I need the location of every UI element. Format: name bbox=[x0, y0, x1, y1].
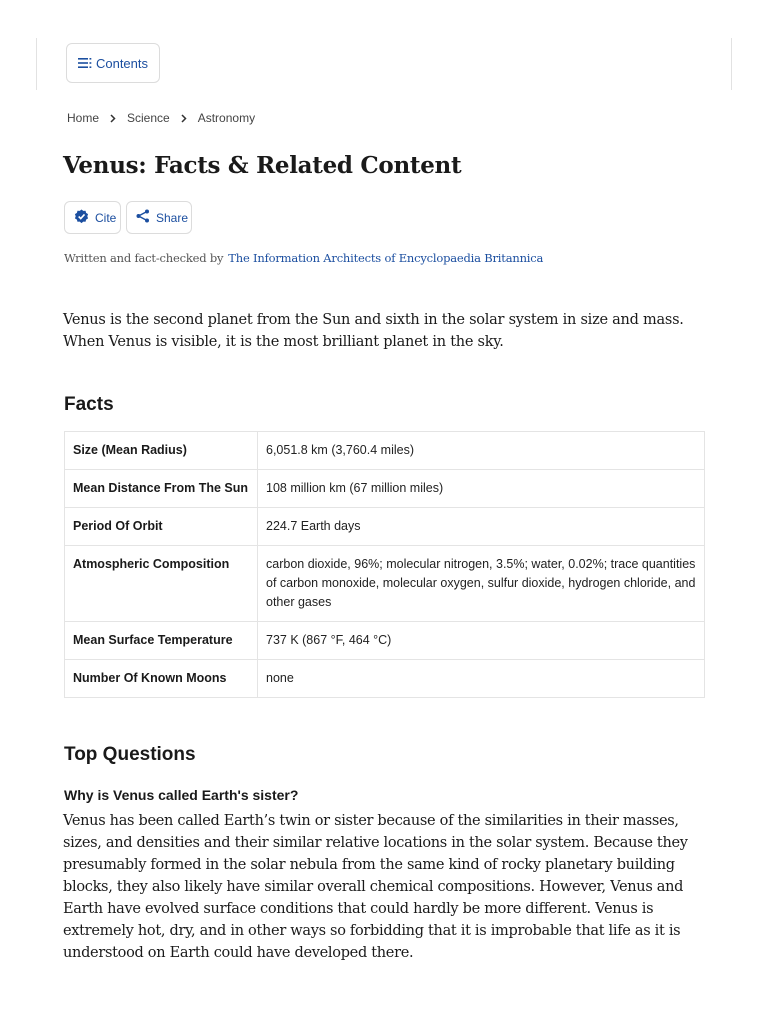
frame-divider-left bbox=[36, 38, 37, 90]
chevron-right-icon bbox=[110, 114, 116, 123]
byline-prefix: Written and fact-checked by bbox=[64, 251, 224, 265]
fact-label: Mean Surface Temperature bbox=[65, 622, 258, 660]
fact-value: 737 K (867 °F, 464 °C) bbox=[258, 622, 705, 660]
facts-table bbox=[64, 431, 705, 698]
cite-button[interactable] bbox=[64, 201, 121, 234]
chevron-right-icon bbox=[181, 114, 187, 123]
table-row bbox=[65, 622, 705, 660]
fact-label: Size (Mean Radius) bbox=[65, 432, 258, 470]
fact-value: 224.7 Earth days bbox=[258, 508, 705, 546]
fact-label: Mean Distance From The Sun bbox=[65, 470, 258, 508]
fact-value: 108 million km (67 million miles) bbox=[258, 470, 705, 508]
breadcrumb-astronomy[interactable]: Astronomy bbox=[197, 111, 256, 125]
fact-label: Period Of Orbit bbox=[65, 508, 258, 546]
breadcrumb-science[interactable]: Science bbox=[127, 111, 170, 125]
list-icon bbox=[78, 58, 92, 68]
table-row bbox=[65, 546, 705, 622]
fact-value: 6,051.8 km (3,760.4 miles) bbox=[258, 432, 705, 470]
fact-value: none bbox=[258, 660, 705, 698]
breadcrumb-home[interactable]: Home bbox=[67, 111, 100, 125]
page-title: Venus: Facts & Related Content bbox=[63, 152, 462, 179]
fact-value: carbon dioxide, 96%; molecular nitrogen, 3.5%; water, 0.02%; trace quantities of carbon monoxide, molecular oxygen, sulfur dioxide, hydrogen chloride, and other gases bbox=[258, 546, 705, 622]
share-icon bbox=[136, 209, 150, 226]
share-button[interactable] bbox=[126, 201, 192, 234]
table-row bbox=[65, 508, 705, 546]
verified-check-icon bbox=[74, 209, 89, 227]
fact-label: Atmospheric Composition bbox=[65, 546, 258, 622]
contents-button[interactable] bbox=[66, 43, 160, 83]
frame-divider-right bbox=[731, 38, 732, 90]
facts-heading: Facts bbox=[64, 394, 114, 415]
fact-label: Number Of Known Moons bbox=[65, 660, 258, 698]
table-row bbox=[65, 432, 705, 470]
byline-author-link[interactable]: The Information Architects of Encyclopaedia Britannica bbox=[228, 251, 544, 265]
top-questions-heading: Top Questions bbox=[64, 744, 196, 765]
breadcrumb bbox=[67, 111, 255, 125]
contents-label: Contents bbox=[95, 55, 149, 71]
intro-paragraph: Venus is the second planet from the Sun and sixth in the solar system in size and mass. When Venus is visible, it is the most brilliant planet in the sky. bbox=[63, 312, 684, 350]
share-label: Share bbox=[156, 210, 189, 225]
question-title: Why is Venus called Earth's sister? bbox=[64, 787, 299, 803]
byline bbox=[64, 251, 543, 265]
table-row bbox=[65, 470, 705, 508]
cite-label: Cite bbox=[95, 210, 117, 225]
table-row bbox=[65, 660, 705, 698]
question-answer: Venus has been called Earth’s twin or sister because of the similarities in their masses, sizes, and densities and their similar relative locations in the solar system. Because they presumably formed in the solar nebula from the same kind of rocky planetary building blocks, they also likely have similar overall chemical compositions. However, Venus and Earth have evolved surface conditions that could hardly be more different. Venus is extremely hot, dry, and in other ways so forbidding that it is improbable that life as it is understood on Earth could have developed there. bbox=[63, 813, 688, 961]
